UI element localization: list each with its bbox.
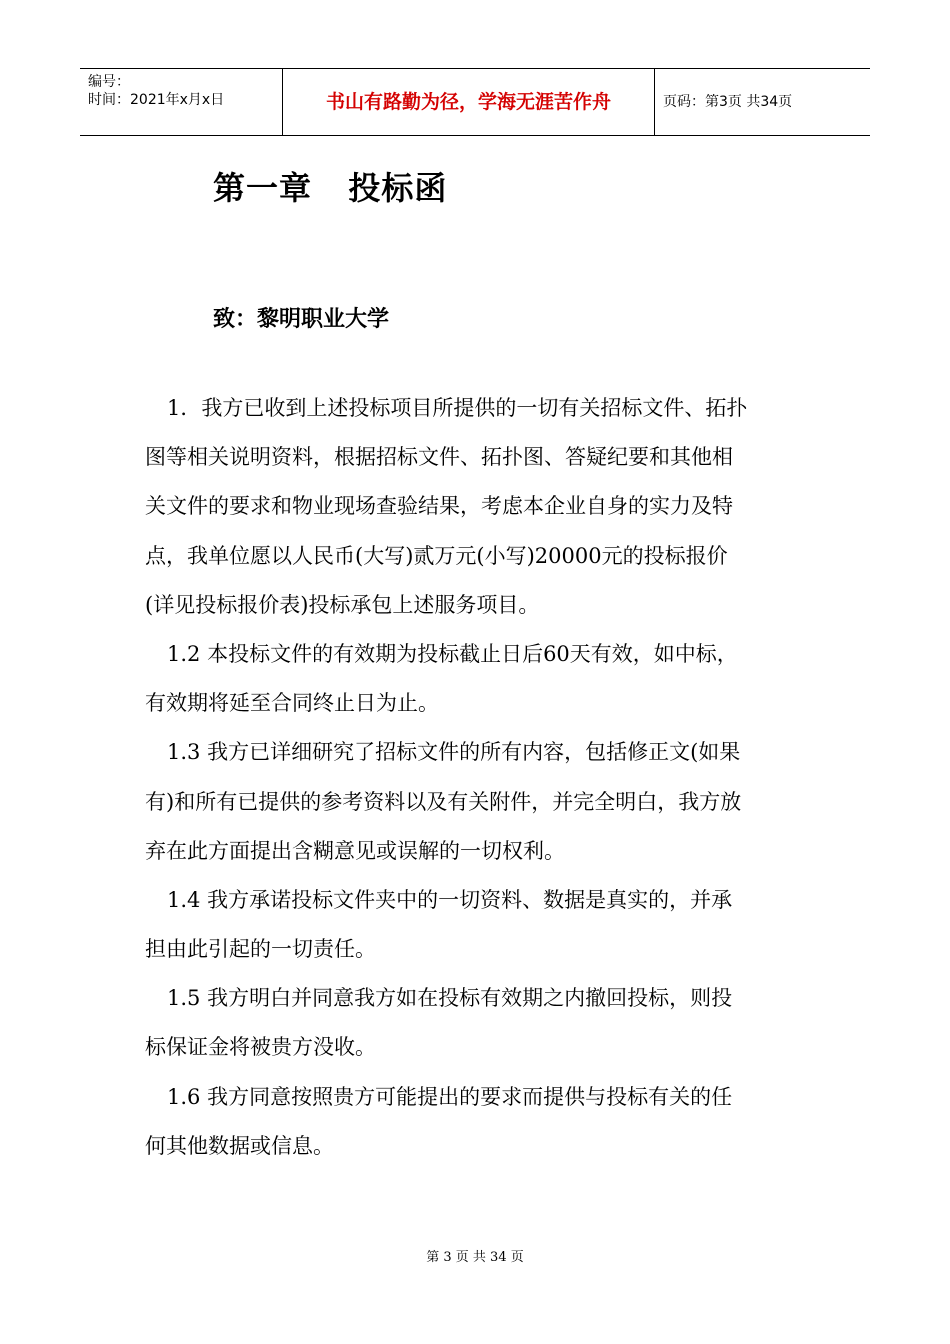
paragraph-line: 何其他数据或信息。 <box>145 1133 334 1158</box>
paragraph-line: 关文件的要求和物业现场查验结果，考虑本企业自身的实力及特 <box>145 494 733 519</box>
paragraph-line: (详见投标报价表)投标承包上述服务项目。 <box>145 592 540 617</box>
header-time: 时间：2021年x月x日 <box>88 92 225 108</box>
paragraph-line: 有效期将延至合同终止日为止。 <box>145 691 439 716</box>
paragraph-line: 1.5 我方明白并同意我方如在投标有效期之内撤回投标，则投 <box>167 986 733 1011</box>
paragraph-line: 1.6 我方同意按照贵方可能提出的要求而提供与投标有关的任 <box>167 1084 733 1109</box>
header-motto: 书山有路勤为径，学海无涯苦作舟 <box>282 69 655 135</box>
paragraph-line: 标保证金将被贵方没收。 <box>145 1035 376 1060</box>
paragraph-line: 1．我方已收到上述投标项目所提供的一切有关招标文件、拓扑 <box>167 396 748 420</box>
paragraph-line: 担由此引起的一切责任。 <box>145 937 376 962</box>
recipient-line: 致：黎明职业大学 <box>213 306 390 332</box>
paragraph-line: 有)和所有已提供的参考资料以及有关附件，并完全明白，我方放 <box>145 789 742 814</box>
paragraph-line: 弃在此方面提出含糊意见或误解的一切权利。 <box>145 838 565 863</box>
paragraph-line: 图等相关说明资料，根据招标文件、拓扑图、答疑纪要和其他相 <box>145 445 733 470</box>
chapter-title: 第一章 投标函 <box>213 169 448 207</box>
paragraph-line: 1.4 我方承诺投标文件夹中的一切资料、数据是真实的，并承 <box>167 887 733 912</box>
paragraph-line: 1.2 本投标文件的有效期为投标截止日后60天有效，如中标， <box>167 641 738 666</box>
paragraph-line: 点，我单位愿以人民币(大写)贰万元(小写)20000元的投标报价 <box>145 543 728 568</box>
body-text <box>145 384 805 1171</box>
header-page-info: 页码：第3页 共34页 <box>663 94 793 110</box>
header-number: 编号： <box>88 74 130 90</box>
page-header <box>80 68 870 136</box>
page-footer: 第 3 页 共 34 页 <box>426 1250 524 1265</box>
header-meta <box>80 69 282 135</box>
paragraph-line: 1.3 我方已详细研究了招标文件的所有内容，包括修正文(如果 <box>167 740 741 765</box>
